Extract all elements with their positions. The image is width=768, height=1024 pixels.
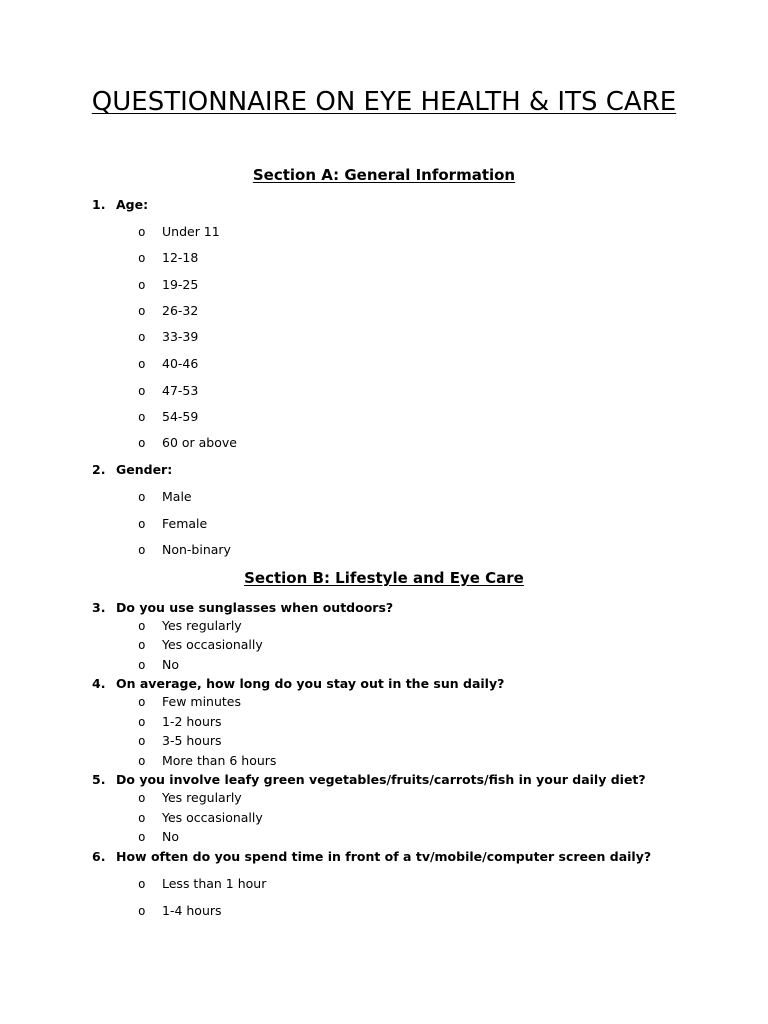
option-diet-yes-occasionally[interactable]: o Yes occasionally <box>138 810 263 825</box>
question-text: On average, how long do you stay out in the sun daily? <box>116 676 505 691</box>
section-a-heading: Section A: General Information <box>252 166 516 184</box>
option-age-40-46[interactable]: o 40-46 <box>138 356 199 371</box>
option-screen-less-than-1-hour[interactable]: o Less than 1 hour <box>138 876 267 891</box>
bullet-icon: o <box>138 903 146 918</box>
bullet-icon: o <box>138 790 146 805</box>
option-sun-more-than-6-hours[interactable]: o More than 6 hours <box>138 753 277 768</box>
bullet-icon: o <box>138 356 146 371</box>
question-screen-time <box>92 849 651 864</box>
option-sunglasses-no[interactable]: o No <box>138 657 179 672</box>
bullet-icon: o <box>138 810 146 825</box>
option-sun-few-minutes[interactable]: o Few minutes <box>138 694 241 709</box>
bullet-icon: o <box>138 753 146 768</box>
option-age-19-25[interactable]: o 19-25 <box>138 277 199 292</box>
option-sunglasses-yes-regularly[interactable]: o Yes regularly <box>138 618 242 633</box>
bullet-icon: o <box>138 435 146 450</box>
option-screen-1-4-hours[interactable]: o 1-4 hours <box>138 903 222 918</box>
option-diet-no[interactable]: o No <box>138 829 179 844</box>
bullet-icon: o <box>138 694 146 709</box>
option-age-54-59[interactable]: o 54-59 <box>138 409 199 424</box>
question-text: How often do you spend time in front of a tv/mobile/computer screen daily? <box>116 849 652 864</box>
option-gender-female[interactable]: o Female <box>138 516 208 531</box>
question-number: 1. <box>92 197 106 212</box>
bullet-icon: o <box>138 409 146 424</box>
option-sun-3-5-hours[interactable]: o 3-5 hours <box>138 733 222 748</box>
option-gender-non-binary[interactable]: o Non-binary <box>138 542 231 557</box>
question-diet <box>92 772 646 787</box>
question-sunglasses <box>92 600 393 615</box>
option-age-47-53[interactable]: o 47-53 <box>138 383 199 398</box>
question-number: 5. <box>92 772 106 787</box>
bullet-icon: o <box>138 489 146 504</box>
bullet-icon: o <box>138 637 146 652</box>
option-age-under-11[interactable]: o Under 11 <box>138 224 220 239</box>
question-text: Age: <box>116 197 149 212</box>
question-gender <box>92 462 172 477</box>
bullet-icon: o <box>138 829 146 844</box>
option-diet-yes-regularly[interactable]: o Yes regularly <box>138 790 242 805</box>
bullet-icon: o <box>138 542 146 557</box>
bullet-icon: o <box>138 277 146 292</box>
bullet-icon: o <box>138 733 146 748</box>
question-number: 4. <box>92 676 106 691</box>
question-number: 2. <box>92 462 106 477</box>
option-gender-male[interactable]: o Male <box>138 489 192 504</box>
bullet-icon: o <box>138 516 146 531</box>
bullet-icon: o <box>138 714 146 729</box>
question-text: Gender: <box>116 462 173 477</box>
question-sun-exposure <box>92 676 504 691</box>
bullet-icon: o <box>138 329 146 344</box>
bullet-icon: o <box>138 224 146 239</box>
bullet-icon: o <box>138 303 146 318</box>
page-title: QUESTIONNAIRE ON EYE HEALTH & ITS CARE <box>91 87 677 117</box>
section-b-heading: Section B: Lifestyle and Eye Care <box>244 569 524 587</box>
question-number: 6. <box>92 849 106 864</box>
option-sun-1-2-hours[interactable]: o 1-2 hours <box>138 714 222 729</box>
bullet-icon: o <box>138 250 146 265</box>
question-age <box>92 197 148 212</box>
question-text: Do you use sunglasses when outdoors? <box>116 600 394 615</box>
option-age-26-32[interactable]: o 26-32 <box>138 303 199 318</box>
question-number: 3. <box>92 600 106 615</box>
bullet-icon: o <box>138 618 146 633</box>
option-age-33-39[interactable]: o 33-39 <box>138 329 199 344</box>
bullet-icon: o <box>138 876 146 891</box>
question-text: Do you involve leafy green vegetables/fruits/carrots/fish in your daily diet? <box>116 772 646 787</box>
bullet-icon: o <box>138 383 146 398</box>
option-age-12-18[interactable]: o 12-18 <box>138 250 199 265</box>
option-sunglasses-yes-occasionally[interactable]: o Yes occasionally <box>138 637 263 652</box>
bullet-icon: o <box>138 657 146 672</box>
option-age-60-or-above[interactable]: o 60 or above <box>138 435 237 450</box>
